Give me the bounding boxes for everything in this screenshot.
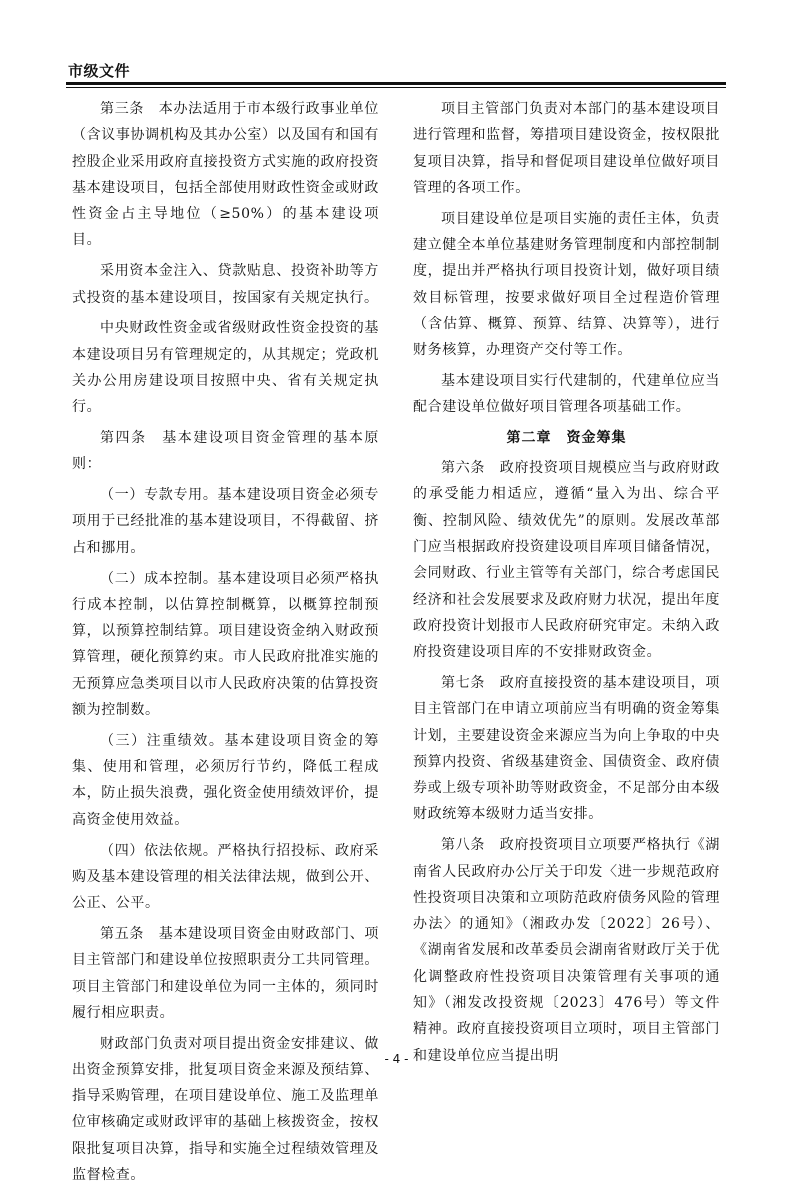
paragraph-principle-2: （二）成本控制。基本建设项目必须严格执行成本控制，以估算控制概算，以概算控制预算，以预算控制结算。项目建设资金纳入财政预算管理，硬化预算约束。市人民政府批准实施的无预算应急类项目以市人民政府决策的估算投资额为控制数。 bbox=[72, 570, 379, 719]
paragraph-central-provincial: 中央财政性资金或省级财政性资金投资的基本建设项目另有管理规定的，从其规定；党政机关办公用房建设项目按照中央、省有关规定执行。 bbox=[72, 320, 379, 416]
paragraph-article-3: 第三条 本办法适用于市本级行政事业单位（含议事协调机构及其办公室）以及国有和国有控股企业采用政府直接投资方式实施的政府投资基本建设项目，包括全部使用财政性资金或财政性资金占主导地位（≥50%）的基本建设项目。 bbox=[72, 101, 379, 249]
left-column bbox=[72, 96, 379, 1193]
paragraph-principle-1: （一）专款专用。基本建设项目资金必须专项用于已经批准的基本建设项目，不得截留、挤占和挪用。 bbox=[72, 487, 379, 556]
paragraph-article-4: 第四条 基本建设项目资金管理的基本原则： bbox=[72, 430, 379, 473]
paragraph-agent-construction: 基本建设项目实行代建制的，代建单位应当配合建设单位做好项目管理各项基础工作。 bbox=[413, 372, 720, 416]
right-column bbox=[413, 96, 720, 1073]
paragraph-article-6: 第六条 政府投资项目规模应当与政府财政的承受能力相适应，遵循“量入为出、综合平衡、控制风险、绩效优先”的原则。发展改革部门应当根据政府投资建设项目库项目储备情况，会同财政、行业主管等有关部门，综合考虑国民经济和社会发展要求及政府财力状况，提出年度政府投资计划报市人民政府研究审定。未纳入政府投资建设项目库的不安排财政资金。 bbox=[413, 460, 720, 661]
header-rule-thin bbox=[66, 87, 726, 88]
paragraph-article-5: 第五条 基本建设项目资金由财政部门、项目主管部门和建设单位按照职责分工共同管理。项目主管部门和建设单位为同一主体的，须同时履行相应职责。 bbox=[72, 925, 379, 1021]
paragraph-capital-injection: 采用资本金注入、贷款贴息、投资补助等方式投资的基本建设项目，按国家有关规定执行。 bbox=[72, 263, 379, 306]
header-title: 市级文件 bbox=[68, 62, 131, 80]
paragraph-finance-dept: 财政部门负责对项目提出资金安排建议、做出资金预算安排，批复项目资金来源及预结算、指导采购管理，在项目建设单位、施工及监理单位审核确定或财政评审的基础上核拨资金，按权限批复项目决算，指导和实施全过程绩效管理及监督检查。 bbox=[72, 1035, 379, 1184]
paragraph-article-7: 第七条 政府直接投资的基本建设项目，项目主管部门在申请立项前应当有明确的资金筹集计划，主要建设资金来源应当为向上争取的中央预算内投资、省级基建资金、国债资金、政府债券或上级专项补助等财政资金，不足部分由本级财政统筹本级财力适当安排。 bbox=[413, 674, 720, 823]
paragraph-article-8: 第八条 政府投资项目立项要严格执行《湖南省人民政府办公厅关于印发〈进一步规范政府性投资项目决策和立项防范政府债务风险的管理办法〉的通知》（湘政办发〔2022〕26号）、《湖南省发展和改革委员会湖南省财政厅关于优化调整政府性投资项目决策管理有关事项的通知》（湘发改投资规〔2023〕476号）等文件精神。政府直接投资项目立项时，项目主管部门和建设单位应当提出明 bbox=[413, 837, 720, 1064]
paragraph-supervising-dept: 项目主管部门负责对本部门的基本建设项目进行管理和监督，筹措项目建设资金，按权限批复项目决算，指导和督促项目建设单位做好项目管理的各项工作。 bbox=[413, 101, 720, 196]
paragraph-construction-unit: 项目建设单位是项目实施的责任主体，负责建立健全本单位基建财务管理制度和内部控制制度，提出并严格执行项目投资计划，做好项目绩效目标管理，按要求做好项目全过程造价管理（含估算、概算、预算、结算、决算等），进行财务核算，办理资产交付等工作。 bbox=[413, 210, 720, 359]
header-rule-thick bbox=[66, 82, 726, 85]
chapter-heading: 第二章 资金筹集 bbox=[506, 430, 627, 447]
paragraph-principle-3: （三）注重绩效。基本建设项目资金的筹集、使用和管理，必须厉行节约，降低工程成本，防止损失浪费，强化资金使用绩效评价，提高资金使用效益。 bbox=[72, 732, 379, 828]
page-number: - 4 - bbox=[384, 1052, 409, 1066]
paragraph-principle-4: （四）依法依规。严格执行招投标、政府采购及基本建设管理的相关法律法规，做到公开、公正、公平。 bbox=[72, 842, 379, 912]
